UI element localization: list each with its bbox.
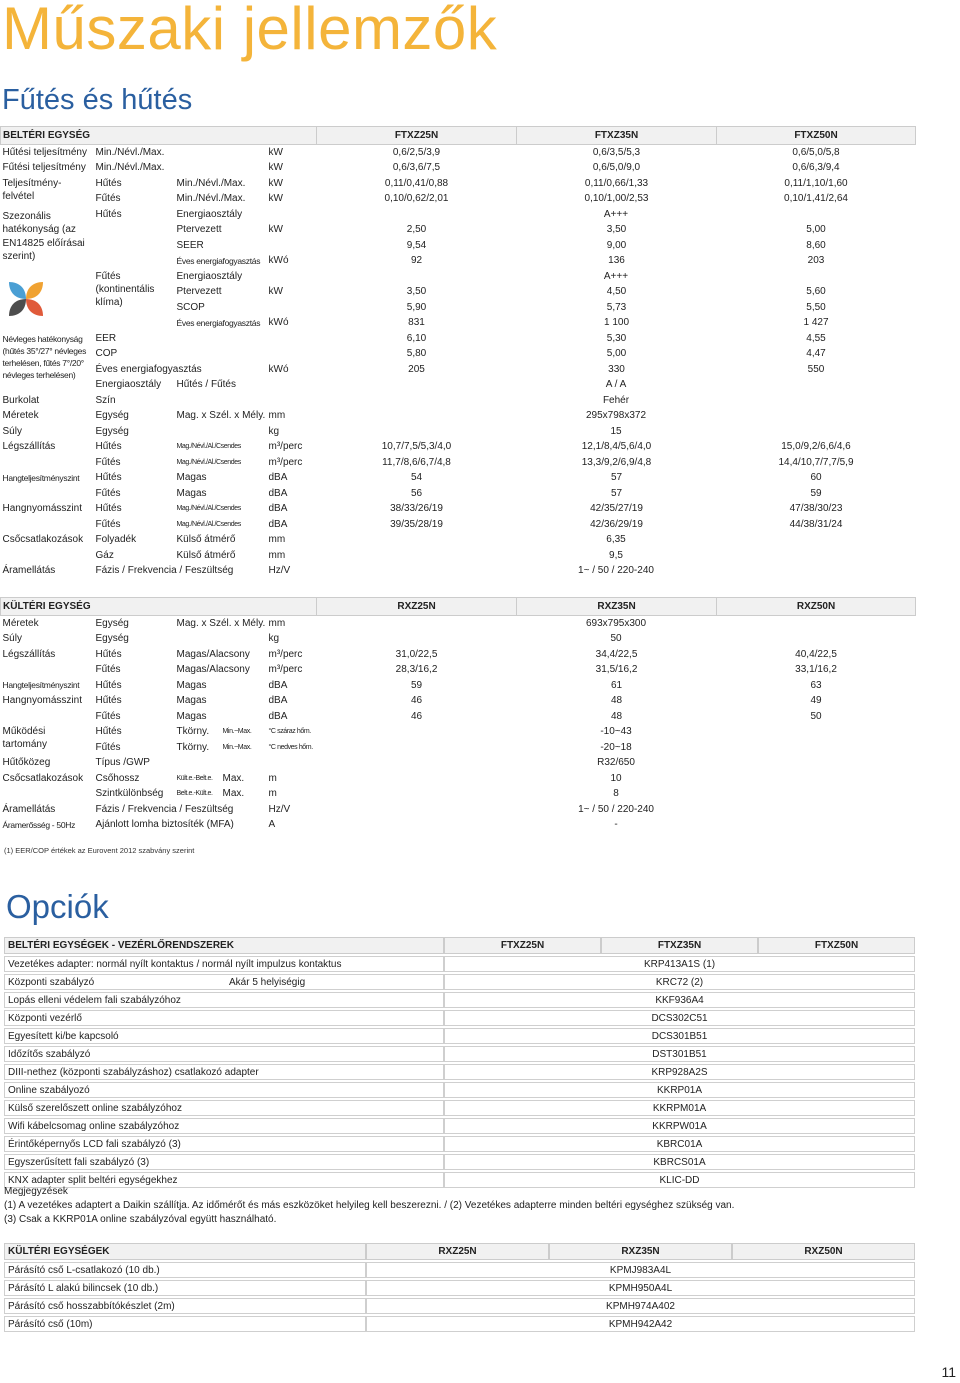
table-header: KÜLTÉRI EGYSÉG RXZ25N RXZ35N RXZ50N	[1, 598, 916, 616]
table-row: Áramellátás Fázis / Frekvencia / Feszültség Hz/V 1~ / 50 / 220-240	[2, 565, 654, 577]
table-row: Légszállítás Hűtés Magas/Alacsony m³/perc 31,0/22,5 34,4/22,5 40,4/22,5	[2, 648, 837, 660]
table-row: Energiaosztály Hűtés / Fűtés A / A	[95, 379, 627, 391]
table-row: Fűtés (kontinentális klíma) Energiaosztály A+++	[95, 270, 629, 308]
table-row: Súly Egység kg 15	[2, 425, 622, 437]
table-row: Hangteljesítményszint Hűtés Magas dBA 54 57 60	[2, 472, 822, 484]
table-row: Súly Egység kg 50	[2, 633, 622, 645]
option-code: KRP413A1S (1)	[444, 956, 915, 972]
option-label: DIII-nethez (központi szabályzáshoz) csatlakozó adapter	[4, 1064, 444, 1080]
option-code: KLIC-DD	[444, 1172, 915, 1188]
four-petal-energy-icon	[5, 278, 47, 320]
option-label: Párásító cső L-csatlakozó (10 db.)	[4, 1262, 366, 1278]
table-row: Áramerősség - 50Hz Ajánlott lomha biztosíték (MFA) A -	[2, 819, 618, 831]
option-label: Központi szabályzó	[4, 974, 226, 990]
option-code: KRP928A2S	[444, 1064, 915, 1080]
footnote: (1) EER/COP értékek az Eurovent 2012 szabvány szerint	[4, 846, 195, 855]
table-row	[4, 1046, 915, 1062]
seasonal-efficiency-label: Szezonális hatékonyság (az EN14825 előírásai szerint)	[2, 210, 85, 262]
table-row: Éves energiafogyasztás kWó 205 330 550	[95, 363, 825, 375]
table-row: Csőcsatlakozások Folyadék Külső átmérő mm 6,35	[2, 534, 626, 546]
table-row: SCOP 5,90 5,73 5,50	[176, 301, 826, 313]
table-row: Fűtés Mag./Névl./Al./Csendes m³/perc 11,7/8,6/6,7/4,8 13,3/9,2/6,9/4,8 14,4/10,7/7,7/5,9	[95, 456, 854, 468]
table-row: Fűtési teljesítmény Min./Névl./Max. kW 0,6/3,6/7,5 0,6/5,0/9,0 0,6/6,3/9,4	[2, 162, 840, 174]
table-row: SEER 9,54 9,00 8,60	[176, 239, 826, 251]
option-code: KKRP01A	[444, 1082, 915, 1098]
table-header: KÜLTÉRI EGYSÉGEK RXZ25N RXZ35N RXZ50N	[4, 1243, 915, 1260]
table-row: Működési tartomány Hűtés Tkörny. Min.~Max. °C száraz hőm. -10~43	[2, 726, 632, 750]
table-row	[4, 1082, 915, 1098]
table-row	[4, 1154, 915, 1170]
table-row	[4, 956, 915, 972]
option-code: DST301B51	[444, 1046, 915, 1062]
table-row: Fűtés Mag./Névl./Al./Csendes dBA 39/35/28/19 42/36/29/19 44/38/31/24	[95, 518, 843, 530]
notes-title: Megjegyzések	[4, 1186, 68, 1197]
option-code: KKRPM01A	[444, 1100, 915, 1116]
table-row: Fűtés Magas dBA 46 48 50	[95, 710, 822, 722]
option-code: KBRC01A	[444, 1136, 915, 1152]
table-row	[4, 1316, 915, 1332]
table-row: Hangnyomásszint Hűtés Magas dBA 46 48 49	[2, 695, 822, 707]
option-code: KRC72 (2)	[444, 974, 915, 990]
table-row: Ptervezett kW 2,50 3,50 5,00	[176, 224, 826, 236]
table-row: Hűtőközeg Típus /GWP R32/650	[2, 757, 635, 769]
option-label: Külső szerelőszett online szabályzóhoz	[4, 1100, 444, 1116]
table-row: Fűtés Min./Névl./Max. kW 0,10/0,62/2,01 0,10/1,00/2,53 0,10/1,41/2,64	[95, 193, 848, 205]
option-code: KKF936A4	[444, 992, 915, 1008]
table-row: Ptervezett kW 3,50 4,50 5,60	[176, 286, 826, 298]
option-code: KPMH942A42	[366, 1316, 915, 1332]
option-code: KPMH950A4L	[366, 1280, 915, 1296]
table-row	[4, 1064, 915, 1080]
table-row	[4, 1136, 915, 1152]
table-row	[4, 1028, 915, 1044]
notes-line-1: (1) A vezetékes adaptert a Daikin szállítja. Az időmérőt és más eszközöket helyileg kell beszerezni. / (2) Vezetékes adapterre minden beltéri egységhez szükség van.	[4, 1200, 735, 1211]
option-code: DCS302C51	[444, 1010, 915, 1026]
outdoor-unit-spec-table	[0, 597, 916, 833]
table-row: Méretek Egység Mag. x Szél. x Mély. mm 693x795x300	[2, 618, 647, 629]
table-row	[4, 1100, 915, 1116]
option-label: Központi vezérlő	[4, 1010, 444, 1026]
table-row: Teljesítmény-felvétel Hűtés Min./Névl./Max. kW 0,11/0,41/0,88 0,11/0,66/1,33 0,11/1,10/1,60	[2, 177, 848, 202]
table-row	[4, 1298, 915, 1314]
table-row: Csőcsatlakozások Csőhossz Kült.e.-Belt.e. Max. m 10	[2, 772, 622, 784]
option-label: Érintőképernyős LCD fali szabályzó (3)	[4, 1136, 444, 1152]
table-row	[4, 1118, 915, 1134]
table-row	[4, 1172, 915, 1188]
table-row	[4, 1010, 915, 1026]
table-row: Éves energiafogyasztás kWó 831 1 100 1 427	[176, 317, 829, 329]
table-row: Fűtés Magas dBA 56 57 59	[95, 487, 822, 499]
table-row: Szintkülönbség Belt.e.-Kült.e. Max. m 8	[95, 788, 619, 800]
table-header: BELTÉRI EGYSÉGEK - VEZÉRLŐRENDSZEREK FTXZ25N FTXZ35N FTXZ50N	[4, 937, 915, 954]
option-sublabel: Akár 5 helyiségig	[226, 974, 444, 990]
option-code: KPMJ983A4L	[366, 1262, 915, 1278]
table-row	[4, 974, 915, 990]
option-label: Párásító cső hosszabbítókészlet (2m)	[4, 1298, 366, 1314]
page-title: Műszaki jellemzők	[2, 0, 498, 62]
table-header: BELTÉRI EGYSÉG FTXZ25N FTXZ35N FTXZ50N	[1, 127, 916, 145]
options-outdoor-table	[4, 1241, 915, 1334]
option-code: DCS301B51	[444, 1028, 915, 1044]
page-number: 11	[941, 1364, 956, 1380]
table-row: Gáz Külső átmérő mm 9,5	[95, 549, 623, 561]
option-label: Vezetékes adapter: normál nyílt kontaktus / normál nyílt impulzus kontaktus	[4, 956, 444, 972]
notes-line-2: (3) Csak a KKRP01A online szabályzóval együtt használható.	[4, 1214, 277, 1225]
table-row: Éves energiafogyasztás kWó 92 136 203	[176, 255, 825, 267]
indoor-unit-spec-table	[0, 126, 916, 579]
table-row: Hangteljesítményszint Hűtés Magas dBA 59 61 63	[2, 679, 822, 691]
table-row: Fűtés Tkörny. Min.~Max. °C nedves hőm. -20~18	[95, 741, 632, 753]
options-indoor-table	[4, 935, 915, 1190]
option-label: Időzítős szabályzó	[4, 1046, 444, 1062]
option-label: Wifi kábelcsomag online szabályzóhoz	[4, 1118, 444, 1134]
option-label: Egyszerűsített fali szabályzó (3)	[4, 1154, 444, 1170]
option-label: Online szabályozó	[4, 1082, 444, 1098]
option-code: KKRPW01A	[444, 1118, 915, 1134]
table-row: Hangnyomásszint Hűtés Mag./Névl./Al./Csendes dBA 38/33/26/19 42/35/27/19 47/38/30/23	[2, 503, 843, 515]
option-code: KPMH974A402	[366, 1298, 915, 1314]
table-row: COP 5,80 5,00 4,47	[95, 348, 826, 360]
option-label: KNX adapter split beltéri egységekhez	[4, 1172, 444, 1188]
table-row: Névleges hatékonyság (hűtés 35°/27° névleges terhelésen, fűtés 7°/20° névleges terhelésen) EER 6,10 5,30 4,55	[2, 332, 826, 380]
table-row: Méretek Egység Mag. x Szél. x Mély. mm 295x798x372	[2, 410, 647, 422]
option-label: Egyesített ki/be kapcsoló	[4, 1028, 444, 1044]
section-title-heating-cooling: Fűtés és hűtés	[2, 84, 193, 116]
table-row: Hűtési teljesítmény Min./Névl./Max. kW 0,6/2,5/3,9 0,6/3,5/5,3 0,6/5,0/5,8	[2, 147, 840, 158]
table-row: Burkolat Szín Fehér	[2, 394, 630, 406]
option-code: KBRCS01A	[444, 1154, 915, 1170]
option-label: Párásító L alakú bilincsek (10 db.)	[4, 1280, 366, 1296]
table-row	[4, 1280, 915, 1296]
table-row: Áramellátás Fázis / Frekvencia / Feszültség Hz/V 1~ / 50 / 220-240	[2, 803, 654, 815]
option-label: Lopás elleni védelem fali szabályzóhoz	[4, 992, 444, 1008]
table-row	[4, 1262, 915, 1278]
table-row	[4, 992, 915, 1008]
table-row: Szezonális hatékonyság (az EN14825 előírásai szerint) Hűtés Energiaosztály A+++	[1, 207, 916, 223]
option-label: Párásító cső (10m)	[4, 1316, 366, 1332]
section-title-options: Opciók	[6, 888, 109, 925]
table-row: Fűtés Magas/Alacsony m³/perc 28,3/16,2 31,5/16,2 33,1/16,2	[95, 664, 837, 676]
table-row: Légszállítás Hűtés Mag./Névl./Al./Csendes m³/perc 10,7/7,5/5,3/4,0 12,1/8,4/5,6/4,0 15,0/9,2/6,6/4,6	[2, 441, 851, 453]
